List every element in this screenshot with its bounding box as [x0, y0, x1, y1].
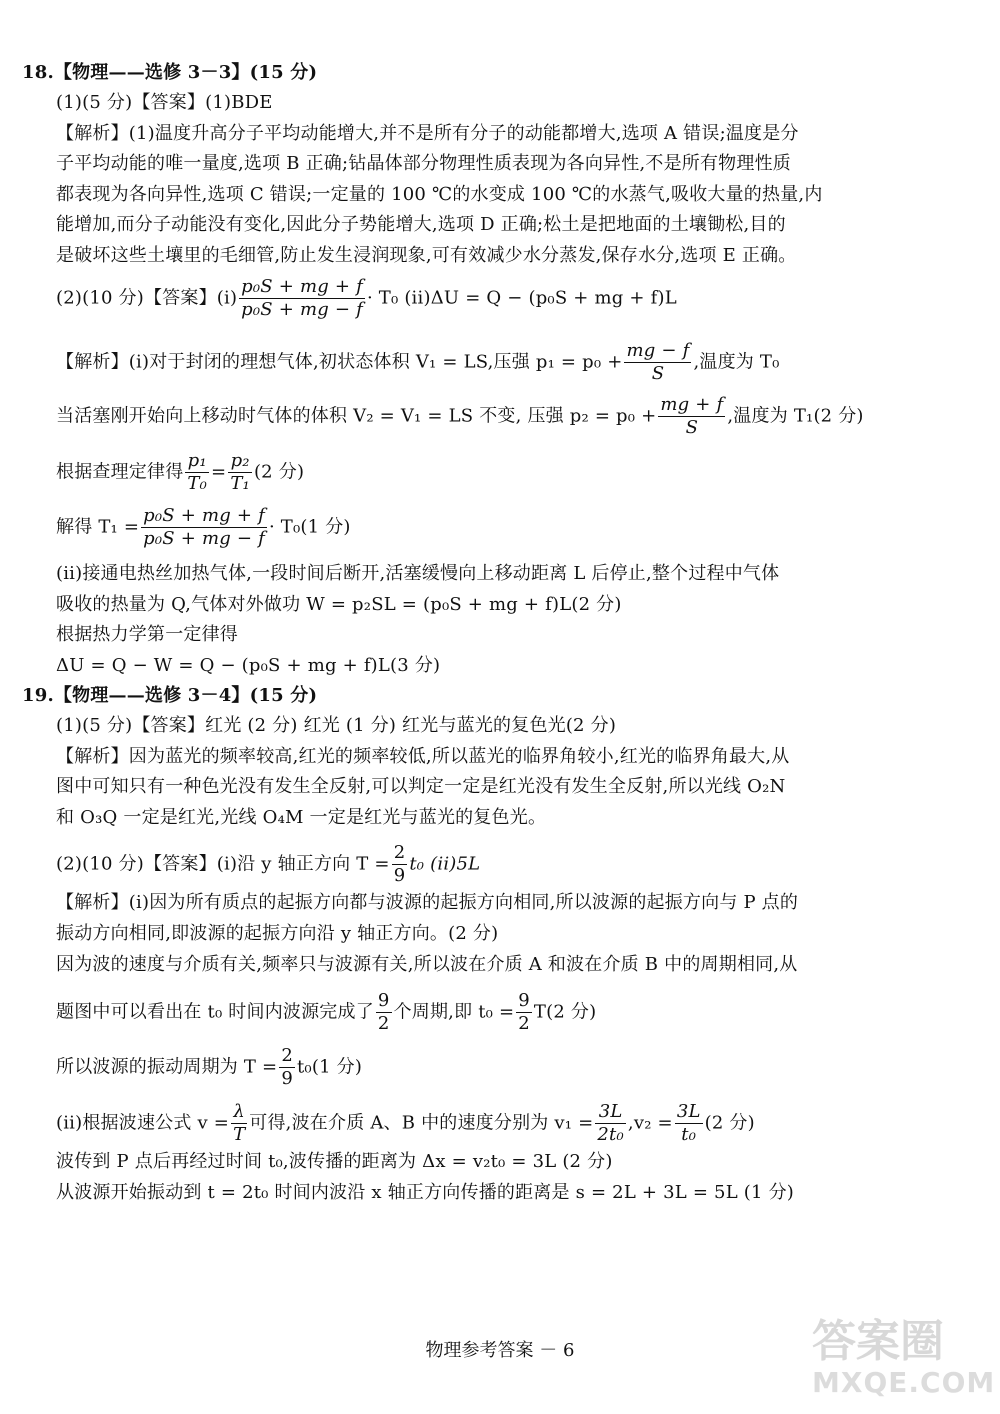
fraction: $\frac{9}{2}$ — [377, 990, 390, 1034]
q19-part2-expl-line: 题图中可以看出在 t₀ 时间内波源完成了 $\frac{9}{2}$ 个周期,即 t₀ = $\frac{9}{2}$ T(2 分) — [56, 990, 597, 1034]
q19-part1-answer: (1)(5 分)【答案】红光 (2 分) 红光 (1 分) 红光与蓝光的复色光(2 分) — [56, 715, 617, 736]
q18-part2-expl-line: (ii)接通电热丝加热气体,一段时间后断开,活塞缓慢向上移动距离 L 后停止,整个过程中气体 — [56, 563, 780, 584]
fraction: $\frac{\text{p₁}}{\text{T₀}}$ — [187, 450, 208, 494]
q18-part2-expl-line: 根据热力学第一定律得 — [56, 624, 238, 645]
q19-header: 19.【物理——选修 3－4】(15 分) — [22, 685, 318, 706]
q19-part2-expl-line: 振动方向相同,即波源的起振方向沿 y 轴正方向。(2 分) — [56, 923, 499, 944]
fraction: $\frac{9}{2}$ — [518, 990, 530, 1034]
q18-part2-expl-line: 解得 T₁ = $\frac{\text{p₀S + mg + f}}{\text{p₀S + mg − f}}$ · T₀(1 分) — [56, 505, 351, 549]
fraction: $\frac{3L}{\text{t₀}}$ — [676, 1101, 701, 1145]
q18-part1-expl-line: 子平均动能的唯一量度,选项 B 正确;钻晶体部分物理性质表现为各向异性,不是所有物理性质 — [56, 153, 791, 174]
q19-part2-expl-line: 【解析】(i)因为所有质点的起振方向都与波源的起振方向相同,所以波源的起振方向与 P 点的 — [56, 892, 799, 913]
q18-part2-expl-line: 吸收的热量为 Q,气体对外做功 W = p₂SL = (p₀S + mg + f)L(2 分) — [56, 594, 622, 615]
q18-part1-expl-line: 【解析】(1)温度升高分子平均动能增大,并不是所有分子的动能都增大,选项 A 错误;温度是分 — [56, 123, 799, 144]
q18-part2-expl-line: ΔU = Q − W = Q − (p₀S + mg + f)L(3 分) — [56, 655, 441, 676]
q19-part1-expl-line: 图中可知只有一种色光没有发生全反射,可以判定一定是红光没有发生全反射,所以光线 O₂N — [56, 776, 786, 797]
fraction: $\frac{\text{p₀S + mg + f}}{\text{p₀S + mg − f}}$ — [143, 505, 265, 549]
fraction: $\frac{\text{p₂}}{\text{T₁}}$ — [230, 450, 250, 494]
page-footer: 物理参考答案 － 6 — [425, 1340, 575, 1361]
q18-part1-answer: (1)(5 分)【答案】(1)BDE — [56, 92, 273, 113]
fraction: $\frac{3L}{\text{2t₀}}$ — [597, 1101, 624, 1145]
q18-part2-answer: (2)(10 分)【答案】(i) $\frac{\text{p₀S + mg + f}}{\text{p₀S + mg − f}}$ · T₀ (ii)ΔU = Q − (p₀S + mg + f)L — [56, 276, 677, 320]
q18-part1-expl-line: 都表现为各向异性,选项 C 错误;一定量的 100 ℃的水变成 100 ℃的水蒸气,吸收大量的热量,内 — [56, 184, 823, 205]
q18-part2-expl-line: 【解析】(i)对于封闭的理想气体,初状态体积 V₁ = LS,压强 p₁ = p₀ + $\frac{mg - f}{S}$ ,温度为 T₀ — [56, 340, 780, 384]
fraction: $\frac{2}{9}$ — [393, 842, 406, 886]
q18-part2-expl-line: 当活塞刚开始向上移动时气体的体积 V₂ = V₁ = LS 不变, 压强 p₂ = p₀ + $\frac{mg + f}{S}$ ,温度为 T₁(2 分) — [56, 394, 864, 438]
q19-part2-expl-line: 因为波的速度与介质有关,频率只与波源有关,所以波在介质 A 和波在介质 B 中的周期相同,从 — [56, 954, 798, 975]
q19-part2-expl-line: 从波源开始振动到 t = 2t₀ 时间内波沿 x 轴正方向传播的距离是 s = 2L + 3L = 5L (1 分) — [56, 1182, 794, 1203]
q18-part1-expl-line: 能增加,而分子动能没有变化,因此分子势能增大,选项 D 正确;松土是把地面的土壤锄松,目的 — [56, 214, 786, 235]
q19-part1-expl-line: 和 O₃Q 一定是红光,光线 O₄M 一定是红光与蓝光的复色光。 — [56, 807, 547, 828]
q19-part2-expl-line: 波传到 P 点后再经过时间 t₀,波传播的距离为 Δx = v₂t₀ = 3L (2 分) — [56, 1151, 613, 1172]
fraction: $\frac{\lambda}{T}$ — [233, 1101, 246, 1145]
watermark-logo — [812, 1316, 996, 1406]
q18-part1-expl-line: 是破坏这些土壤里的毛细管,防止发生浸润现象,可有效减少水分蒸发,保存水分,选项 E 正确。 — [56, 245, 797, 266]
fraction: $\frac{mg - f}{S}$ — [626, 340, 690, 384]
fraction: $\frac{mg + f}{S}$ — [660, 394, 724, 438]
q18-header: 18.【物理——选修 3－3】(15 分) — [22, 62, 318, 83]
q19-part2-expl-line: (ii)根据波速公式 v = $\frac{\lambda}{T}$ 可得,波在介质 A、B 中的速度分别为 v₁ = $\frac{3L}{\text{2t₀}}$ ,v₂ = $\frac{3L}{\text{t₀}}$ (2 分) — [56, 1101, 755, 1145]
q18-part2-expl-line: 根据查理定律得 $\frac{\text{p₁}}{\text{T₀}}$ = $\frac{\text{p₂}}{\text{T₁}}$ (2 分) — [56, 450, 305, 494]
fraction: $\frac{2}{9}$ — [281, 1045, 293, 1089]
q19-part1-expl-line: 【解析】因为蓝光的频率较高,红光的频率较低,所以蓝光的临界角较小,红光的临界角最大,从 — [56, 746, 790, 767]
watermark-site-text: MXQE.COM — [812, 1366, 996, 1399]
q19-part2-answer: (2)(10 分)【答案】(i)沿 y 轴正方向 T = $\frac{2}{9}$ t₀ (ii)5L — [56, 842, 481, 886]
q19-part2-expl-line: 所以波源的振动周期为 T = $\frac{2}{9}$ t₀(1 分) — [56, 1045, 363, 1089]
watermark-logo-text: 答案圈 — [812, 1316, 944, 1367]
fraction: $\frac{\text{p₀S + mg + f}}{\text{p₀S + mg − f}}$ — [241, 276, 363, 320]
